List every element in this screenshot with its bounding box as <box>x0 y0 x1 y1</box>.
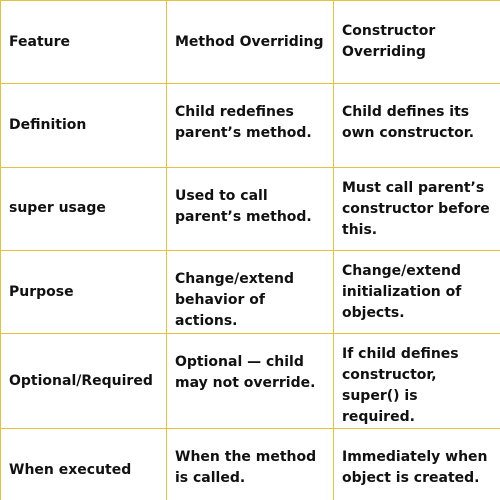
table-cell: Used to call parent’s method. <box>167 167 334 250</box>
table-row <box>1 250 500 333</box>
row-label: super usage <box>1 167 167 250</box>
header-feature: Feature <box>1 1 167 84</box>
table-header-row <box>1 1 500 84</box>
table-row <box>1 167 500 250</box>
table-row <box>1 334 500 429</box>
table-cell: If child defines constructor, super() is required. <box>334 334 500 429</box>
table-row <box>1 429 500 500</box>
row-label: Definition <box>1 84 167 167</box>
table-cell: Change/extend initialization of objects. <box>334 250 500 333</box>
table-row <box>1 84 500 167</box>
row-label: Purpose <box>1 250 167 333</box>
table-cell: Optional — child may not override. <box>167 334 334 429</box>
header-method-overriding: Method Overriding <box>167 1 334 84</box>
table-cell: Child defines its own constructor. <box>334 84 500 167</box>
table-cell: Must call parent’s constructor before this. <box>334 167 500 250</box>
row-label: When executed <box>1 429 167 500</box>
header-constructor-overriding: Constructor Overriding <box>334 1 500 84</box>
table-cell: When the method is called. <box>167 429 334 500</box>
table-cell: Immediately when object is created. <box>334 429 500 500</box>
table-cell: Child redefines parent’s method. <box>167 84 334 167</box>
table-cell: Change/extend behavior of actions. <box>167 250 334 333</box>
row-label: Optional/Required <box>1 334 167 429</box>
